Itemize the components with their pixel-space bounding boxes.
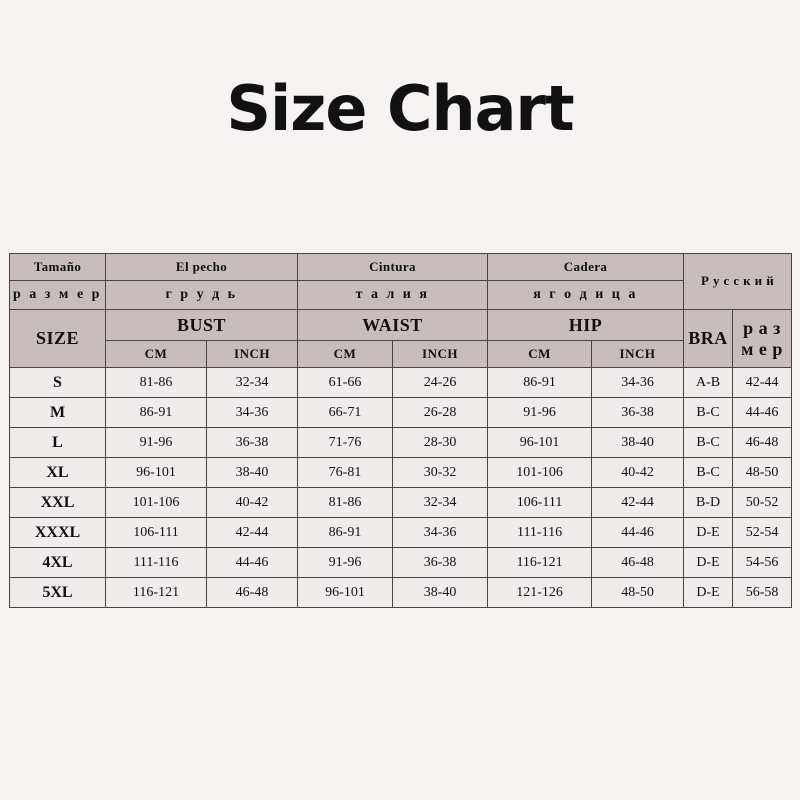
cell-bra: D-E — [684, 578, 733, 608]
cell-bra: B-C — [684, 458, 733, 488]
cell-waist-cm: 71-76 — [298, 428, 393, 458]
cell-bust-cm: 116-121 — [106, 578, 207, 608]
header-hip-inch: INCH — [592, 341, 684, 368]
table-row — [10, 428, 792, 458]
cell-bust-cm: 91-96 — [106, 428, 207, 458]
cell-hip-inch: 36-38 — [592, 398, 684, 428]
header-hip-cm: CM — [488, 341, 592, 368]
size-chart-table — [9, 253, 792, 608]
header-row-spanish — [10, 254, 792, 281]
cell-bust-cm: 101-106 — [106, 488, 207, 518]
header-bust-en: BUST — [106, 310, 298, 341]
cell-hip-cm: 86-91 — [488, 368, 592, 398]
header-size-es: Tamaño — [10, 254, 106, 281]
cell-hip-inch: 46-48 — [592, 548, 684, 578]
cell-hip-cm: 91-96 — [488, 398, 592, 428]
cell-rus: 54-56 — [733, 548, 792, 578]
cell-rus: 44-46 — [733, 398, 792, 428]
cell-bust-inch: 38-40 — [207, 458, 298, 488]
header-russian-size: р а з м е р — [733, 310, 792, 368]
cell-hip-inch: 34-36 — [592, 368, 684, 398]
cell-bust-cm: 81-86 — [106, 368, 207, 398]
cell-bra: A-B — [684, 368, 733, 398]
header-bra: BRA — [684, 310, 733, 368]
cell-rus: 52-54 — [733, 518, 792, 548]
cell-bust-inch: 46-48 — [207, 578, 298, 608]
cell-size: M — [10, 398, 106, 428]
header-row-russian — [10, 281, 792, 310]
header-bust-ru: г р у д ь — [106, 281, 298, 310]
cell-bust-inch: 34-36 — [207, 398, 298, 428]
cell-size: XXXL — [10, 518, 106, 548]
cell-hip-inch: 44-46 — [592, 518, 684, 548]
cell-bra: B-C — [684, 398, 733, 428]
cell-hip-inch: 42-44 — [592, 488, 684, 518]
header-waist-es: Cintura — [298, 254, 488, 281]
cell-size: XL — [10, 458, 106, 488]
header-row-english — [10, 310, 792, 341]
header-hip-en: HIP — [488, 310, 684, 341]
size-chart-table-container — [9, 253, 791, 608]
cell-hip-inch: 38-40 — [592, 428, 684, 458]
cell-waist-cm: 81-86 — [298, 488, 393, 518]
cell-rus: 48-50 — [733, 458, 792, 488]
header-russian-label: Р у с с к и й — [684, 254, 792, 310]
header-bust-cm: CM — [106, 341, 207, 368]
table-row — [10, 548, 792, 578]
cell-hip-inch: 48-50 — [592, 578, 684, 608]
cell-bust-inch: 36-38 — [207, 428, 298, 458]
cell-bra: D-E — [684, 518, 733, 548]
cell-waist-cm: 91-96 — [298, 548, 393, 578]
cell-size: 4XL — [10, 548, 106, 578]
header-bust-inch: INCH — [207, 341, 298, 368]
cell-hip-cm: 116-121 — [488, 548, 592, 578]
cell-hip-cm: 111-116 — [488, 518, 592, 548]
cell-waist-cm: 86-91 — [298, 518, 393, 548]
cell-waist-cm: 76-81 — [298, 458, 393, 488]
header-row-units — [10, 341, 792, 368]
cell-size: XXL — [10, 488, 106, 518]
cell-bra: B-C — [684, 428, 733, 458]
table-row — [10, 368, 792, 398]
cell-bust-cm: 96-101 — [106, 458, 207, 488]
table-row — [10, 578, 792, 608]
cell-waist-inch: 26-28 — [393, 398, 488, 428]
header-size-ru: р а з м е р — [10, 281, 106, 310]
cell-waist-inch: 34-36 — [393, 518, 488, 548]
cell-bust-inch: 32-34 — [207, 368, 298, 398]
cell-rus: 42-44 — [733, 368, 792, 398]
cell-hip-cm: 121-126 — [488, 578, 592, 608]
cell-size: 5XL — [10, 578, 106, 608]
table-row — [10, 488, 792, 518]
table-row — [10, 398, 792, 428]
cell-waist-cm: 61-66 — [298, 368, 393, 398]
cell-rus: 50-52 — [733, 488, 792, 518]
cell-rus: 56-58 — [733, 578, 792, 608]
cell-hip-inch: 40-42 — [592, 458, 684, 488]
table-row — [10, 518, 792, 548]
header-waist-en: WAIST — [298, 310, 488, 341]
cell-bust-cm: 106-111 — [106, 518, 207, 548]
header-waist-cm: CM — [298, 341, 393, 368]
cell-waist-cm: 96-101 — [298, 578, 393, 608]
header-bust-es: El pecho — [106, 254, 298, 281]
cell-waist-inch: 28-30 — [393, 428, 488, 458]
cell-bust-cm: 86-91 — [106, 398, 207, 428]
cell-waist-inch: 36-38 — [393, 548, 488, 578]
cell-waist-inch: 30-32 — [393, 458, 488, 488]
cell-bust-inch: 40-42 — [207, 488, 298, 518]
header-waist-inch: INCH — [393, 341, 488, 368]
header-hip-es: Cadera — [488, 254, 684, 281]
header-waist-ru: т а л и я — [298, 281, 488, 310]
header-hip-ru: я г о д и ц а — [488, 281, 684, 310]
cell-bra: D-E — [684, 548, 733, 578]
cell-waist-inch: 38-40 — [393, 578, 488, 608]
cell-waist-cm: 66-71 — [298, 398, 393, 428]
header-size-en: SIZE — [10, 310, 106, 368]
cell-hip-cm: 101-106 — [488, 458, 592, 488]
size-chart-body — [10, 368, 792, 608]
cell-bust-cm: 111-116 — [106, 548, 207, 578]
cell-waist-inch: 32-34 — [393, 488, 488, 518]
cell-size: S — [10, 368, 106, 398]
table-row — [10, 458, 792, 488]
cell-rus: 46-48 — [733, 428, 792, 458]
cell-size: L — [10, 428, 106, 458]
cell-bra: B-D — [684, 488, 733, 518]
cell-hip-cm: 96-101 — [488, 428, 592, 458]
page-title: Size Chart — [226, 72, 574, 145]
cell-waist-inch: 24-26 — [393, 368, 488, 398]
cell-hip-cm: 106-111 — [488, 488, 592, 518]
cell-bust-inch: 42-44 — [207, 518, 298, 548]
cell-bust-inch: 44-46 — [207, 548, 298, 578]
